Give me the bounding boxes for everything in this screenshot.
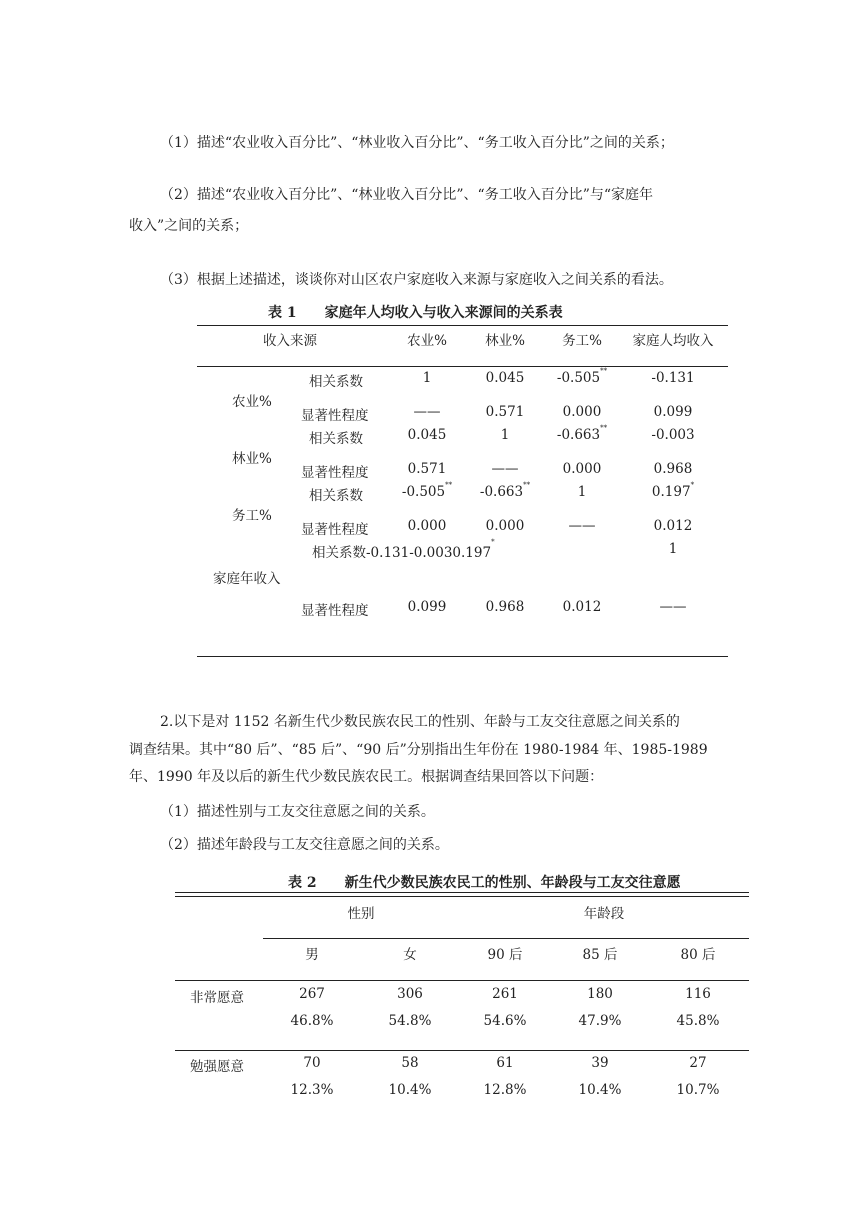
question-1-1: （1）描述“农业收入百分比”、“林业收入百分比”、“务工收入百分比”之间的关系； — [160, 135, 674, 151]
table1-top-rule — [197, 325, 728, 326]
table1-bottom-rule — [197, 656, 728, 657]
table1-cell: 0.968 — [485, 599, 525, 615]
question-2-1: （1）描述性别与工友交往意愿之间的关系。 — [160, 804, 435, 820]
question-1-2-cont: 收入”之间的关系； — [129, 218, 249, 234]
table1-stat-label: 相关系数 — [309, 488, 363, 504]
table2-count: 267 — [299, 986, 325, 1002]
table2-count: 58 — [401, 1055, 419, 1071]
table1-cell: 1 — [422, 370, 432, 386]
table1-cell: 1 — [668, 541, 678, 557]
table2-caption: 表 2 新生代少数民族农民工的性别、年龄段与工友交往意愿 — [288, 875, 681, 891]
question-2-line: 年、1990 年及以后的新生代少数民族农民工。根据调查结果回答以下问题： — [129, 769, 604, 785]
table2-count: 116 — [685, 986, 711, 1002]
table1-cell: -0.505** — [401, 481, 453, 500]
table1-group-label: 农业% — [232, 394, 272, 410]
table1-cell: -0.505** — [556, 367, 608, 386]
table1-cell: —— — [491, 461, 519, 477]
table2-pct: 12.8% — [483, 1082, 527, 1098]
table2-top-rule-2 — [175, 896, 749, 897]
table2-pct: 46.8% — [290, 1013, 334, 1029]
question-2-line: 调查结果。其中“80 后”、“85 后”、“90 后”分别指出生年份在 1980-1984 年、1985-1989 — [129, 742, 708, 758]
table1-cell: 0.000 — [562, 404, 602, 420]
table2-pct: 54.8% — [388, 1013, 432, 1029]
table2-count: 70 — [303, 1055, 321, 1071]
table1-cell: 0.000 — [407, 518, 447, 534]
table1-cell: 0.571 — [407, 461, 447, 477]
table2-pct: 54.6% — [483, 1013, 527, 1029]
table2-sub-header: 85 后 — [582, 947, 618, 963]
question-2-line: 2.以下是对 1152 名新生代少数民族农民工的性别、年龄与工友交往意愿之间关系的 — [160, 714, 680, 730]
table1-group-label: 林业% — [232, 451, 272, 467]
question-2-2: （2）描述年龄段与工友交往意愿之间的关系。 — [160, 837, 449, 853]
table1-cell: —— — [413, 404, 441, 420]
table1-stat-label: 相关系数 — [309, 431, 363, 447]
table1-header: 家庭人均收入 — [632, 333, 714, 349]
table1-cell: 0.000 — [485, 518, 525, 534]
table1-header: 农业% — [407, 333, 447, 349]
table2-count: 61 — [496, 1055, 514, 1071]
table1-header-rule — [197, 366, 728, 367]
table1-cell: —— — [659, 599, 687, 615]
table2-group-rule — [263, 938, 749, 939]
table2-count: 261 — [492, 986, 518, 1002]
table1-cell: 1 — [577, 484, 587, 500]
table2-row-label: 非常愿意 — [190, 990, 244, 1006]
question-1-2: （2）描述“农业收入百分比”、“林业收入百分比”、“务工收入百分比”与“家庭年 — [160, 187, 654, 203]
table2-pct: 45.8% — [676, 1013, 720, 1029]
table2-pct: 47.9% — [578, 1013, 622, 1029]
table1-cell: 0.099 — [653, 404, 693, 420]
table1-caption: 表 1 家庭年人均收入与收入来源间的关系表 — [268, 305, 563, 321]
table1-group-label: 家庭年收入 — [213, 571, 281, 587]
table1-cell: -0.131 — [651, 370, 695, 386]
table2-pct: 12.3% — [290, 1082, 334, 1098]
table1-stat-label: 显著性程度 — [301, 603, 369, 619]
table2-pct: 10.7% — [676, 1082, 720, 1098]
table1-header: 林业% — [485, 333, 525, 349]
table1-cell: 0.099 — [407, 599, 447, 615]
table1-header: 收入来源 — [263, 333, 317, 349]
table1-stat-label: 显著性程度 — [301, 408, 369, 424]
table1-cell: -0.663** — [556, 424, 608, 443]
table2-top-rule — [175, 892, 749, 893]
table1-cell: —— — [568, 518, 596, 534]
table1-stat-label: 显著性程度 — [301, 465, 369, 481]
table2-pct: 10.4% — [388, 1082, 432, 1098]
table2-sub-header: 男 — [305, 947, 319, 963]
table2-sub-header: 女 — [403, 947, 417, 963]
table1-cell: 1 — [500, 427, 510, 443]
table1-cell: 0.968 — [653, 461, 693, 477]
table1-cell: -0.003 — [651, 427, 695, 443]
table1-cell: 0.045 — [485, 370, 525, 386]
table1-cell: 0.012 — [562, 599, 602, 615]
table1-merged-corr: 相关系数-0.131-0.0030.197* — [312, 538, 495, 561]
table2-row-label: 勉强愿意 — [190, 1059, 244, 1075]
table2-count: 27 — [689, 1055, 707, 1071]
table2-count: 180 — [587, 986, 613, 1002]
question-1-3: （3）根据上述描述，谈谈你对山区农户家庭收入来源与家庭收入之间关系的看法。 — [160, 272, 673, 288]
table2-sub-header: 90 后 — [487, 947, 523, 963]
table1-stat-label: 相关系数 — [309, 374, 363, 390]
table2-group-header: 性别 — [347, 906, 375, 922]
table2-count: 39 — [591, 1055, 609, 1071]
table1-cell: 0.571 — [485, 404, 525, 420]
table2-header-rule — [175, 980, 749, 981]
table1-cell: 0.045 — [407, 427, 447, 443]
table1-header: 务工% — [562, 333, 602, 349]
table2-pct: 10.4% — [578, 1082, 622, 1098]
table1-cell: -0.663** — [479, 481, 531, 500]
table2-row-rule — [175, 1050, 749, 1051]
table1-cell: 0.012 — [653, 518, 693, 534]
table2-count: 306 — [397, 986, 423, 1002]
table1-cell: 0.000 — [562, 461, 602, 477]
table1-group-label: 务工% — [232, 508, 272, 524]
table2-group-header: 年龄段 — [583, 906, 625, 922]
table1-cell: 0.197* — [651, 481, 695, 500]
table1-stat-label: 显著性程度 — [301, 522, 369, 538]
table2-sub-header: 80 后 — [680, 947, 716, 963]
